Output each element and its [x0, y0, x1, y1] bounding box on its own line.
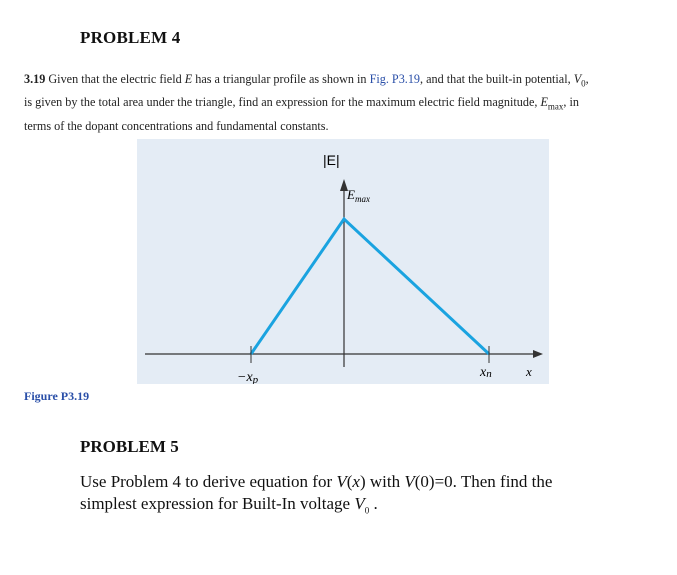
- text-segment: ,: [585, 72, 589, 86]
- peak-label-main: E: [347, 187, 355, 202]
- left-label-main: −x: [237, 370, 253, 384]
- x-axis-arrow-icon: [533, 350, 543, 358]
- right-label-main: x: [480, 365, 487, 380]
- problem-4-title: PROBLEM 4: [80, 28, 181, 47]
- peak-label: [346, 187, 370, 204]
- symbol-V-sub: 0: [581, 78, 586, 89]
- left-label: [237, 370, 259, 384]
- right-label: [479, 365, 492, 380]
- problem-number: 3.19: [24, 72, 46, 86]
- text-segment: ) with: [359, 472, 405, 491]
- text-segment: simplest expression for Built-In voltage: [80, 494, 355, 513]
- text-segment: (0)=0. Then find the: [414, 472, 553, 491]
- text-segment: .: [369, 494, 378, 513]
- symbol-V: V: [573, 72, 582, 86]
- text-segment: Use Problem 4 to derive equation for: [80, 472, 337, 491]
- figure-p3-19: [137, 139, 549, 384]
- symbol-Emax: E: [540, 95, 548, 110]
- symbol-E: E: [184, 72, 193, 86]
- text-segment: , and that the built-in potential,: [420, 72, 574, 86]
- right-label-sub: n: [486, 368, 492, 380]
- text-segment: has a triangular profile as shown in: [192, 72, 370, 86]
- symbol-V0: V: [354, 494, 365, 513]
- text-segment: Given that the electric field: [48, 72, 185, 86]
- text-segment: is given by the total area under the triangle, find an expression for the maximum electric field magnitude,: [24, 95, 541, 110]
- field-triangle: [251, 219, 489, 354]
- figure-reference-link[interactable]: Fig. P3.19: [369, 72, 421, 86]
- symbol-Emax-sub: max: [547, 101, 564, 112]
- symbol-V: V: [404, 472, 415, 491]
- triangle-field-diagram: [137, 139, 549, 384]
- problem-5-title: PROBLEM 5: [80, 437, 179, 456]
- text-segment: , in: [563, 95, 579, 110]
- problem-5-text: [80, 471, 660, 521]
- symbol-V: V: [336, 472, 347, 491]
- left-label-sub: p: [252, 374, 259, 384]
- peak-label-sub: max: [354, 194, 370, 204]
- problem-4-text: [24, 70, 664, 136]
- text-segment: (: [346, 472, 353, 491]
- text-segment: terms of the dopant concentrations and fundamental constants.: [24, 118, 329, 133]
- symbol-x: x: [352, 472, 360, 491]
- figure-caption: Figure P3.19: [24, 389, 90, 403]
- symbol-V0-sub: 0: [364, 505, 370, 516]
- y-axis-label: |E|: [323, 152, 340, 168]
- x-axis-label: x: [526, 364, 532, 379]
